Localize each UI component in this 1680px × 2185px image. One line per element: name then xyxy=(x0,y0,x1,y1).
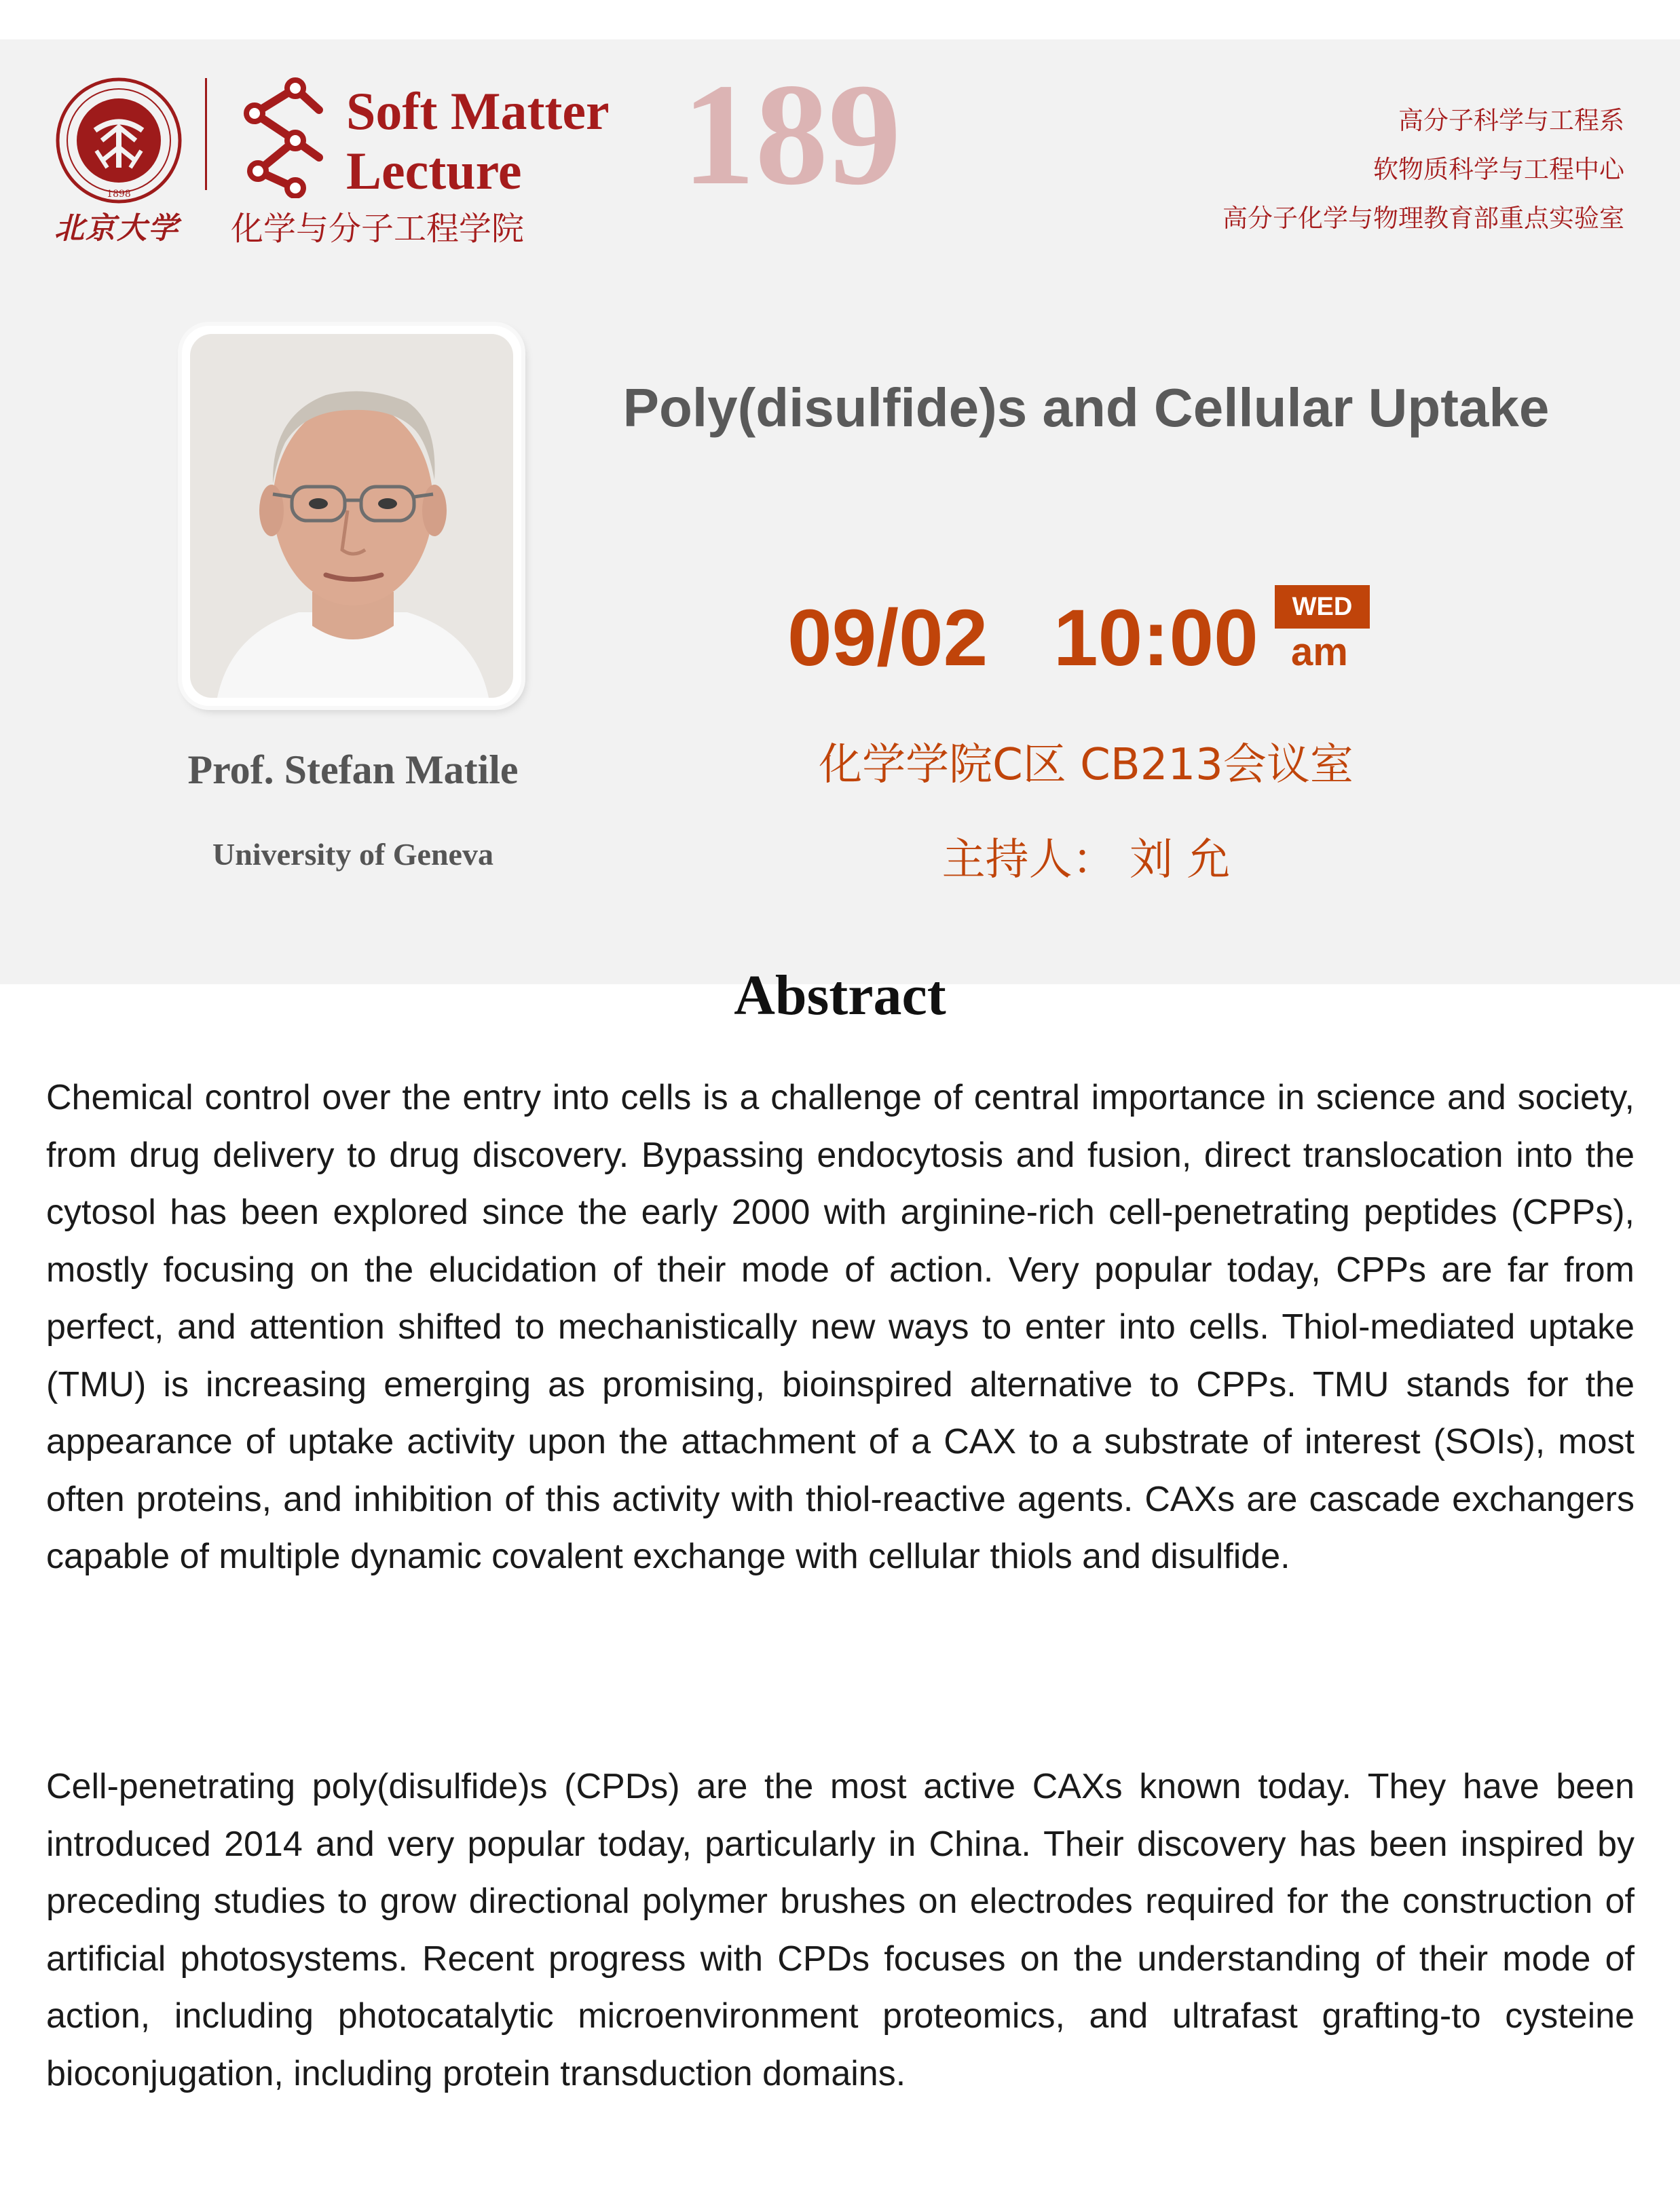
venue: 化学学院C区 CB213会议室 xyxy=(819,740,1354,790)
series-title-line1: Soft Matter xyxy=(346,81,610,141)
abstract-paragraph: Chemical control over the entry into cells is a challenge of central importance in science and society, from drug delivery to drug discovery. Bypassing endocytosis and fusion, direct translocation into the cytosol has been explored since the early 2000 with arginine-rich cell-penetrating peptides (CPPs), mostly focusing on the elucidation of their mode of action. Very popular today, CPPs are far from perfect, and attention shifted to mechanistically new ways to enter into cells. Thiol-mediated uptake (TMU) is increasing emerging as promising, bioinspired alternative to CPPs. TMU stands for the appearance of uptake activity upon the attachment of a CAX to a substrate of interest (SOIs), most often proteins, and inhibition of this activity with thiol-reactive agents. CAXs are cascade exchangers capable of multiple dynamic covalent exchange with cellular thiols and disulfide. xyxy=(46,1078,1635,1576)
peking-university-seal-icon xyxy=(54,76,183,205)
lecture-number: 189 xyxy=(682,53,901,215)
weekday-badge: WED xyxy=(1275,585,1370,629)
lecture-series-title xyxy=(346,81,645,201)
talk-time: 10:00 xyxy=(1053,593,1258,683)
department-line: 高分子化学与物理教育部重点实验室 xyxy=(1222,204,1624,233)
top-margin xyxy=(0,0,1680,39)
talk-date: 09/02 xyxy=(787,593,988,683)
department-list xyxy=(1222,96,1624,243)
speaker-photo-frame xyxy=(182,326,521,706)
soft-matter-molecule-icon xyxy=(231,76,333,198)
logo-divider xyxy=(205,78,207,190)
speaker-name: Prof. Stefan Matile xyxy=(187,747,519,792)
svg-text:1898: 1898 xyxy=(107,189,131,200)
series-title-line2: Lecture xyxy=(346,141,522,200)
host-line: 主持人： 刘 允 xyxy=(941,835,1231,885)
speaker-portrait xyxy=(190,334,513,698)
talk-title: Poly(disulfide)s and Cellular Uptake xyxy=(622,377,1550,438)
department-line: 软物质科学与工程中心 xyxy=(1373,155,1624,184)
abstract-heading: Abstract xyxy=(734,964,946,1027)
department-line: 高分子科学与工程系 xyxy=(1398,106,1624,135)
speaker-affiliation: University of Geneva xyxy=(212,837,493,872)
abstract-paragraph: Cell-penetrating poly(disulfide)s (CPDs) are the most active CAXs known today. They have been introduced 2014 and very popular today, particularly in China. Their discovery has been inspired by preceding studies to grow directional polymer brushes on electrodes required for the construction of artificial photosystems. Recent progress with CPDs focuses on the understanding of their mode of action, including photocatalytic microenvironment proteomics, and ultrafast grafting-to cysteine bioconjugation, including protein transduction domains. xyxy=(46,1767,1635,2093)
university-wordmark: 北京大学 xyxy=(54,211,179,246)
college-name: 化学与分子工程学院 xyxy=(231,210,525,248)
am-pm-label: am xyxy=(1291,630,1348,674)
